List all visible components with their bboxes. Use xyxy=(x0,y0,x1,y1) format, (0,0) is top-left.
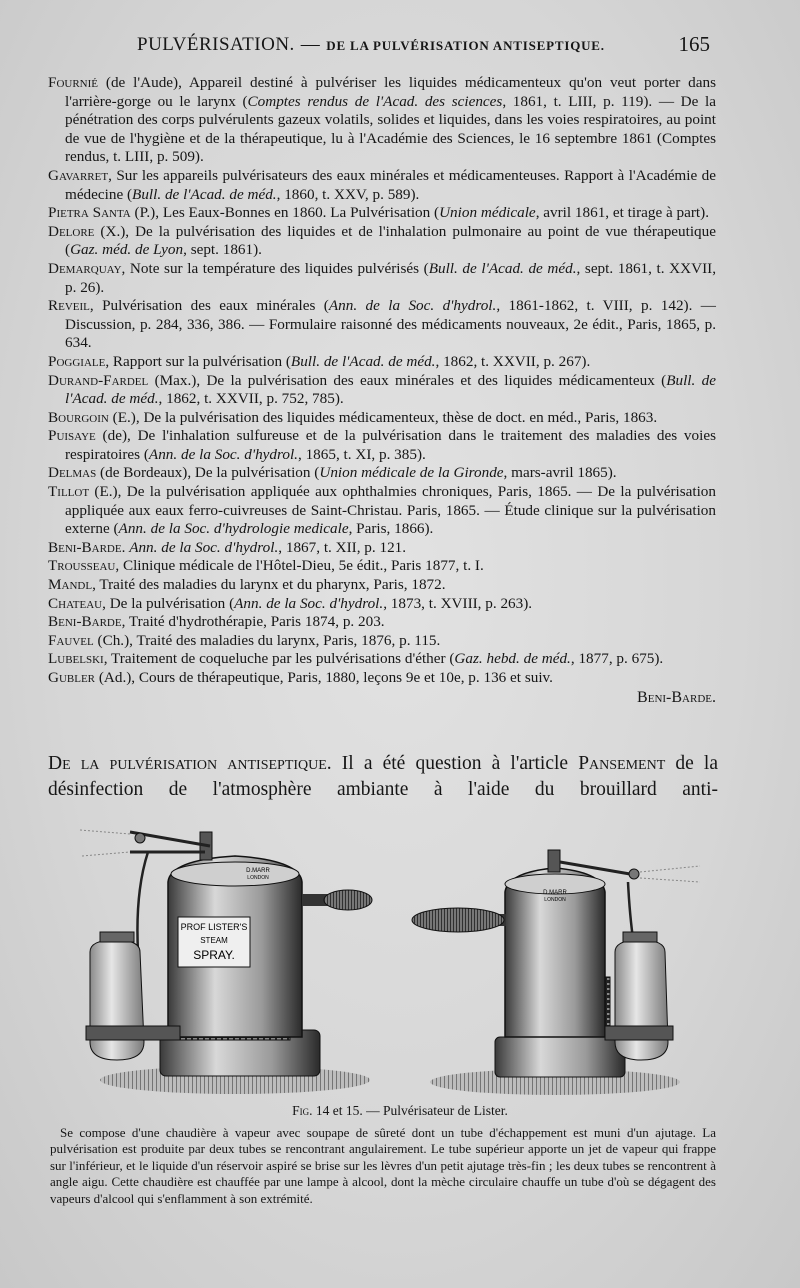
reference-text: (Ch.), Traité des maladies du larynx, Paris, 1876, p. 115. xyxy=(93,631,441,649)
reference-text: (E.), De la pulvérisation des liquides médicamenteux, thèse de doct. en méd., Paris, 1863. xyxy=(108,408,658,426)
reference-text: , Traitement de coqueluche par les pulvérisations d'éther ( xyxy=(103,650,455,668)
reference-entry xyxy=(48,427,716,464)
label-line-1: PROF LISTER'S xyxy=(180,922,248,932)
reference-author: Gavarret xyxy=(48,166,109,184)
reference-entry xyxy=(48,409,716,428)
reference-text: , Sur les appareils pulvérisateurs des eaux minérales et médicamenteuses. Rapport à l'Académie de médecine ( xyxy=(65,166,716,203)
reference-text: (E.), De la pulvérisation appliquée aux ophthalmies chroniques, Paris, 1865. — De la pulvérisation appliquée aux eaux ferro-cuivreuses de Saint-Christau. Paris, 1865. — Étude clinique sur la pulvérisation externe ( xyxy=(65,483,716,538)
reference-work: Bull. de l'Acad. de méd. xyxy=(65,371,716,408)
running-header xyxy=(0,34,800,60)
engraving-illustration xyxy=(60,812,740,1102)
reference-text: , Traité d'hydrothérapie, Paris 1874, p. 203. xyxy=(121,613,385,631)
maker-mark-right-2: LONDON xyxy=(544,897,566,903)
reference-text: , Traité des maladies du larynx et du pharynx, Paris, 1872. xyxy=(92,576,446,594)
maker-mark-left-2: LONDON xyxy=(247,875,269,881)
reference-author: Mandl xyxy=(48,576,93,594)
reference-author: Bourgoin xyxy=(48,408,109,426)
reference-entry xyxy=(48,167,716,204)
reference-rest: , sept. 1861, t. XXVII, p. 26). xyxy=(65,259,716,296)
section-text-a: Il a été question à l'article xyxy=(331,753,579,774)
label-line-2: STEAM xyxy=(200,936,228,945)
figure-caption xyxy=(0,1103,800,1119)
reference-work: Ann. de la Soc. d'hydrol. xyxy=(234,594,384,612)
reference-work: Gaz. hebd. de méd. xyxy=(454,650,571,668)
reference-work: Comptes rendus de l'Acad. des sciences xyxy=(247,92,503,110)
reference-author: Reveil xyxy=(48,297,90,315)
reference-author: Delore xyxy=(48,222,95,240)
reference-entry xyxy=(48,595,716,614)
reference-text: (P.), Les Eaux-Bonnes en 1860. La Pulvérisation ( xyxy=(130,204,440,222)
reference-work: Gaz. méd. de Lyon xyxy=(70,241,184,259)
reference-rest: , sept. 1861). xyxy=(183,241,262,259)
reference-text: (de), De l'inhalation sulfureuse et de la pulvérisation dans le traitement des maladies des voies respiratoires ( xyxy=(65,427,716,463)
figure-lister-spray xyxy=(60,812,740,1102)
reference-text: , Note sur la température des liquides pulvérisés ( xyxy=(121,259,429,277)
section-paragraph xyxy=(48,751,718,803)
reference-entry xyxy=(48,297,716,353)
title-main: PULVÉRISATION. xyxy=(137,34,295,55)
maker-mark-right-1: D.MARR xyxy=(543,890,567,896)
reference-entry xyxy=(48,632,716,651)
reference-rest: , 1867, t. XII, p. 121. xyxy=(278,538,407,556)
reference-entry xyxy=(48,260,716,297)
reference-text: (Ad.), Cours de thérapeutique, Paris, 1880, leçons 9e et 10e, p. 136 et suiv. xyxy=(95,669,553,686)
reference-work: Bull. de l'Acad. de méd. xyxy=(290,352,436,370)
reference-work: Ann. de la Soc. d'hydrol. xyxy=(148,445,298,463)
reference-author: Trousseau xyxy=(48,557,116,575)
reference-entry xyxy=(48,557,716,576)
reference-text: (X.), De la pulvérisation des liquides et de l'inhalation pulmonaire au point de vue thérapeutique ( xyxy=(65,222,716,259)
reference-rest: , 1862, t. XXVII, p. 267). xyxy=(435,352,591,370)
reference-entry xyxy=(48,576,716,595)
title-section: DE LA PULVÉRISATION ANTISEPTIQUE. xyxy=(326,38,605,53)
reference-author: Chateau xyxy=(48,594,103,612)
reference-author: Fournié xyxy=(48,74,98,91)
caption-text: 14 et 15. — Pulvérisateur de Lister. xyxy=(312,1103,508,1118)
section-heading: De la pulvérisation antiseptique. xyxy=(48,753,332,774)
reference-rest: , 1861-1862, t. VIII, p. 142). — Discussion, p. 284, 336, 386. — Formulaire raisonné des médicaments nouveaux, 2e édit., Paris, 1865, p. 634. xyxy=(65,297,716,352)
reference-work: Bull. de l'Acad. de méd. xyxy=(132,185,277,203)
reference-rest: , 1860, t. XXV, p. 589). xyxy=(276,185,420,203)
reference-author: Beni-Barde xyxy=(48,613,122,631)
reference-entry xyxy=(48,372,716,409)
spray-apparatus-right xyxy=(412,850,700,1095)
reference-author: Durand-Fardel xyxy=(48,371,149,389)
reference-text: (Max.), De la pulvérisation des eaux minérales et des liquides médicamenteux ( xyxy=(148,371,667,389)
reference-author: Delmas xyxy=(48,464,97,482)
reference-rest: , mars-avril 1865). xyxy=(503,464,617,482)
reference-entry xyxy=(48,74,716,167)
reference-author: Poggiale xyxy=(48,352,106,370)
reference-entry xyxy=(48,650,716,669)
label-line-3: SPRAY. xyxy=(193,948,235,962)
reference-author: Gubler xyxy=(48,669,96,686)
reference-rest: , 1862, t. XXVII, p. 752, 785). xyxy=(158,390,344,408)
reference-text: , Pulvérisation des eaux minérales ( xyxy=(89,297,329,315)
reference-work: Ann. de la Soc. d'hydrol. xyxy=(328,297,497,315)
spray-apparatus-left xyxy=(80,830,372,1094)
reference-text: . xyxy=(121,538,130,556)
reference-entry xyxy=(48,483,716,539)
reference-entry xyxy=(48,353,716,372)
page-number: 165 xyxy=(678,32,710,56)
reference-text: , Rapport sur la pulvérisation ( xyxy=(105,352,291,370)
title-dash: — xyxy=(300,34,321,55)
reference-work: Union médicale xyxy=(439,204,536,222)
section-text-b: de la désinfection de l'atmosphère ambiante à l'aide du brouillard anti- xyxy=(48,753,718,800)
reference-author: Demarquay xyxy=(48,259,122,277)
reference-author: Puisaye xyxy=(48,427,96,445)
reference-entry xyxy=(48,669,716,688)
reference-author: Lubelski xyxy=(48,650,104,668)
reference-work: Bull. de l'Acad. de méd. xyxy=(428,259,577,277)
reference-text: , Clinique médicale de l'Hôtel-Dieu, 5e édit., Paris 1877, t. I. xyxy=(115,557,484,575)
reference-rest: , 1873, t. XVIII, p. 263). xyxy=(383,594,533,612)
maker-mark-left-1: D.MARR xyxy=(246,868,270,874)
reference-entry xyxy=(48,204,716,223)
reference-entry xyxy=(48,223,716,260)
reference-work: Ann. de la Soc. d'hydrol. xyxy=(129,538,279,556)
reference-text: , De la pulvérisation ( xyxy=(102,594,235,612)
reference-rest: , Paris, 1866). xyxy=(348,520,434,538)
reference-text: (de Bordeaux), De la pulvérisation ( xyxy=(96,464,320,482)
reference-author: Fauvel xyxy=(48,631,94,649)
reference-rest: , 1877, p. 675). xyxy=(570,650,664,668)
reference-entry xyxy=(48,539,716,558)
reference-work: Union médicale de la Gironde xyxy=(319,464,504,482)
reference-author: Pietra Santa xyxy=(48,204,131,222)
running-title xyxy=(137,34,605,56)
reference-work: Ann. de la Soc. d'hydrologie medicale xyxy=(118,520,349,538)
reference-author: Beni-Barde xyxy=(48,538,122,556)
section-article-ref: Pansement xyxy=(578,753,666,774)
caption-fig-label: Fig. xyxy=(292,1103,313,1118)
reference-rest: , 1861, t. LIII, p. 119). — De la pénétration des corps pulvérulents gazeux volatils, solides et liquides, dans les voies respiratoires, au point de vue de l'hygiène et de la thérapeutique, lu à l'Académie des Sciences, le 16 septembre 1861 (Comptes rendus, t. LIII, p. 509). xyxy=(65,92,716,166)
author-signature: Beni-Barde. xyxy=(637,688,716,706)
figure-description: Se compose d'une chaudière à vapeur avec soupape de sûreté dont un tube d'échappement est muni d'un ajutage. La pulvérisation est produite par deux tubes se rencontrant angulairement. Le tube supérieur apporte un jet de vapeur qui frappe sur l'inférieur, et le liquide d'un réservoir aspiré se brise sur les lèvres d'un petit ajutage très-fin ; les deux tubes se rencontrent à angle aigu. Cette chaudière est chauffée par une lampe à alcool, dont la mèche circulaire chauffe un tube d'où se dégagent des vapeurs d'alcool qui s'enflamment à son extrémité. xyxy=(50,1125,716,1206)
bibliography xyxy=(48,74,716,707)
reference-rest: , avril 1861, et tirage à part). xyxy=(535,204,710,222)
reference-author: Tillot xyxy=(48,483,90,501)
reference-entry xyxy=(48,464,716,483)
reference-rest: , 1865, t. XI, p. 385). xyxy=(297,445,426,463)
reference-entry xyxy=(48,613,716,632)
reference-text: (de l'Aude), Appareil destiné à pulvériser les liquides médicamenteux qu'on veut porter dans l'arrière-gorge ou le larynx ( xyxy=(65,74,716,110)
